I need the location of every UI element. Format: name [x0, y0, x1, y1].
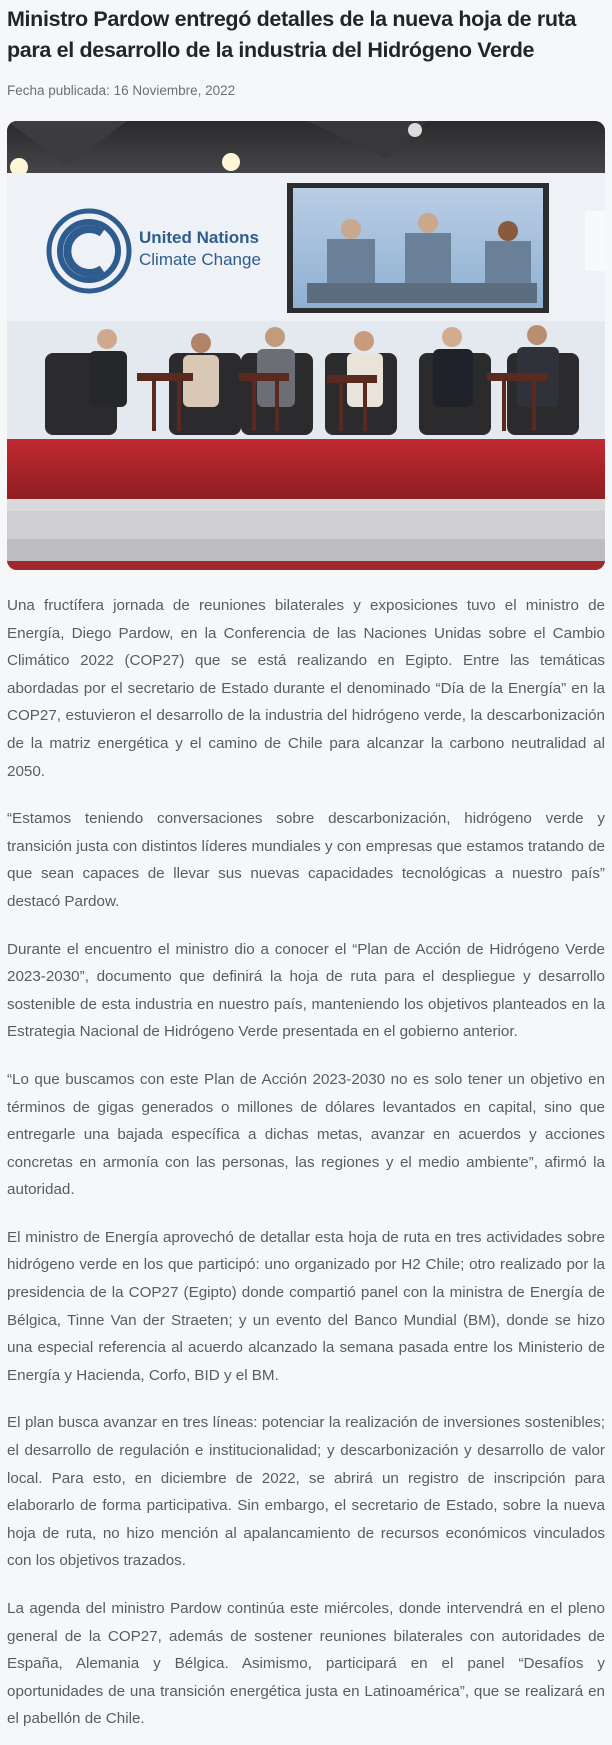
article-paragraph-7: La agenda del ministro Pardow continúa este miércoles, donde intervendrá en el pleno general de la COP27, además de sostener reuniones bilaterales con autoridades de España, Alemania y Bélgica. Asimismo, participará en el panel “Desafíos y oportunidades de una transición energética justa en Latinoamérica”, que se realizará en el pabellón de Chile.	[7, 1600, 605, 1728]
article-paragraph-6: El plan busca avanzar en tres líneas: potenciar la realización de inversiones sostenibles; el desarrollo de regulación e institucionalidad; y descarbonización y desarrollo de valor local. Para esto, en diciembre de 2022, se abrirá un registro de inscripción para elaborarlo de forma participativa. Sin embargo, el secretario de Estado, sobre la nueva hoja de ruta, no hizo mención al apalancamiento de recursos económicos vinculados con los objetivos trazados.	[7, 1414, 605, 1570]
article-paragraph-5: El ministro de Energía aprovechó de detallar esta hoja de ruta en tres actividades sobre hidrógeno verde en los que participó: uno organizado por H2 Chile; otro realizado por la presidencia de la COP27 (Egipto) donde compartió panel con la ministra de Energía de Bélgica, Tinne Van der Straeten; y un evento del Banco Mundial (BM), donde se hizo una especial referencia al acuerdo alcanzado la semana pasada entre los Ministerio de Energía y Hacienda, Corfo, BID y el BM.	[7, 1228, 605, 1384]
article-body	[7, 592, 605, 1733]
published-date: Fecha publicada: 16 Noviembre, 2022	[7, 83, 236, 98]
article-photo	[7, 121, 605, 570]
backdrop-text-line2: Climate Change	[139, 250, 261, 269]
stage-carpet	[7, 439, 605, 499]
article-paragraph-3: Durante el encuentro el ministro dio a conocer el “Plan de Acción de Hidrógeno Verde 2023-2030”, documento que definirá la hoja de ruta para el despliegue y desarrollo sostenible de esta industria en nuestro país, manteniendo los objetivos planteados en la Estrategia Nacional de Hidrógeno Verde presentada en el gobierno anterior.	[7, 940, 605, 1041]
article-paragraph-2: “Estamos teniendo conversaciones sobre descarbonización, hidrógeno verde y transición justa con distintos líderes mundiales y con empresas que estamos tratando de que sean capaces de llevar sus nuevas capacidades tecnológicas a nuestro país” destacó Pardow.	[7, 810, 605, 910]
panel-photo-illustration	[7, 121, 605, 570]
article-title: Ministro Pardow entregó detalles de la nueva hoja de ruta para el desarrollo de la industria del Hidrógeno Verde	[7, 7, 577, 62]
article-paragraph-1: Una fructífera jornada de reuniones bilaterales y exposiciones tuvo el ministro de Energía, Diego Pardow, en la Conferencia de las Naciones Unidas sobre el Cambio Climático 2022 (COP27) que se está realizando en Egipto. Entre las temáticas abordadas por el secretario de Estado durante el denominado “Día de la Energía” en la COP27, estuvieron el desarrollo de la industria del hidrógeno verde, la descarbonización de la matriz energética y el camino de Chile para alcanzar la carbono neutralidad al 2050.	[7, 597, 605, 780]
article-paragraph-4: “Lo que buscamos con este Plan de Acción 2023-2030 no es solo tener un objetivo en términos de gigas generados o millones de dólares levantados en capital, sino que entregarle una bajada específica a dichas metas, avanzar en acuerdos y acciones concretas en armonía con las personas, las regiones y el medio ambiente”, afirmó la autoridad.	[7, 1070, 605, 1199]
backdrop-text-line1: United Nations	[139, 228, 259, 247]
